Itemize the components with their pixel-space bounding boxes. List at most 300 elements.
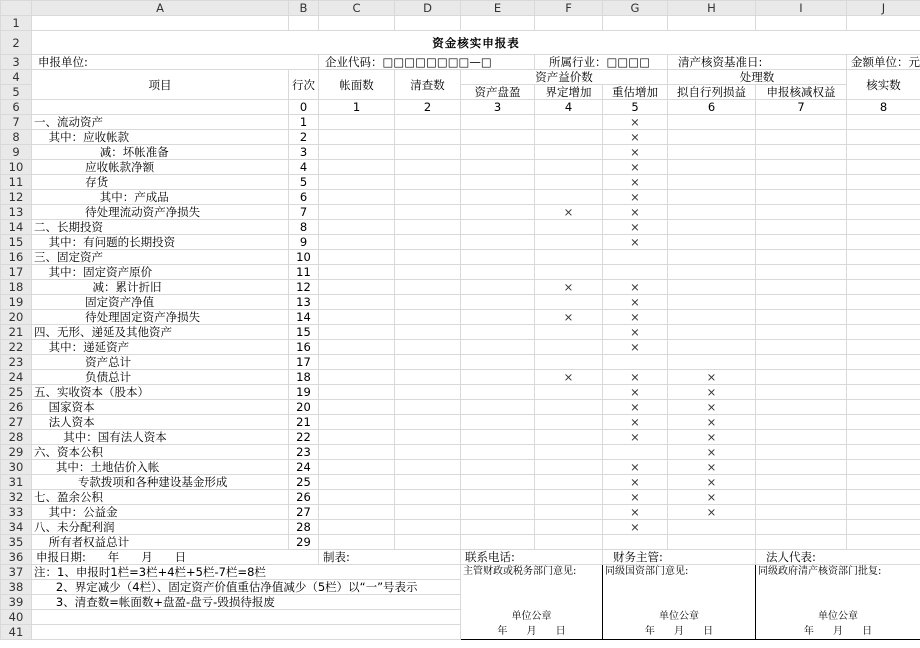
revalue-increase[interactable]: × bbox=[603, 205, 668, 220]
surplus-value[interactable] bbox=[461, 505, 535, 520]
define-increase[interactable] bbox=[535, 325, 603, 340]
book-value[interactable] bbox=[319, 235, 395, 250]
book-value[interactable] bbox=[319, 505, 395, 520]
verified-value[interactable] bbox=[847, 430, 920, 445]
seal-label: 单位公章 bbox=[603, 610, 756, 625]
define-increase[interactable] bbox=[535, 190, 603, 205]
check-value[interactable] bbox=[395, 535, 461, 550]
revalue-increase[interactable]: × bbox=[603, 325, 668, 340]
cell[interactable] bbox=[395, 16, 461, 31]
revalue-increase[interactable]: × bbox=[603, 115, 668, 130]
verified-value[interactable] bbox=[847, 400, 920, 415]
revalue-increase[interactable]: × bbox=[603, 475, 668, 490]
verified-value[interactable] bbox=[847, 385, 920, 400]
column-header-d[interactable]: D bbox=[395, 1, 461, 16]
column-header-h[interactable]: H bbox=[668, 1, 756, 16]
self-loss[interactable] bbox=[668, 205, 756, 220]
column-number: 2 bbox=[395, 100, 461, 115]
check-value[interactable] bbox=[395, 175, 461, 190]
book-value[interactable] bbox=[319, 130, 395, 145]
column-header-f[interactable]: F bbox=[535, 1, 603, 16]
revalue-increase[interactable]: × bbox=[603, 310, 668, 325]
surplus-value[interactable] bbox=[461, 475, 535, 490]
define-increase[interactable] bbox=[535, 415, 603, 430]
revalue-increase[interactable] bbox=[603, 355, 668, 370]
verified-value[interactable] bbox=[847, 295, 920, 310]
equity-deduction[interactable] bbox=[756, 265, 847, 280]
item-label: 其中：递延资产 bbox=[32, 340, 289, 355]
define-increase[interactable] bbox=[535, 460, 603, 475]
equity-deduction[interactable] bbox=[756, 505, 847, 520]
verified-value[interactable] bbox=[847, 370, 920, 385]
column-header-c[interactable]: C bbox=[319, 1, 395, 16]
check-value[interactable] bbox=[395, 370, 461, 385]
header-profit2: 界定增加 bbox=[535, 85, 603, 100]
surplus-value[interactable] bbox=[461, 400, 535, 415]
equity-deduction[interactable] bbox=[756, 295, 847, 310]
self-loss[interactable]: × bbox=[668, 400, 756, 415]
check-value[interactable] bbox=[395, 355, 461, 370]
row-header: 6 bbox=[1, 100, 32, 115]
surplus-value[interactable] bbox=[461, 205, 535, 220]
self-loss[interactable] bbox=[668, 265, 756, 280]
self-loss[interactable]: × bbox=[668, 475, 756, 490]
verified-value[interactable] bbox=[847, 325, 920, 340]
check-value[interactable] bbox=[395, 340, 461, 355]
define-increase[interactable] bbox=[535, 385, 603, 400]
book-value[interactable] bbox=[319, 340, 395, 355]
revalue-increase[interactable]: × bbox=[603, 190, 668, 205]
equity-deduction[interactable] bbox=[756, 460, 847, 475]
footer-date: 申报日期: 年 月 日 bbox=[32, 550, 319, 565]
item-label: 待处理固定资产净损失 bbox=[32, 310, 289, 325]
book-value[interactable] bbox=[319, 310, 395, 325]
check-value[interactable] bbox=[395, 115, 461, 130]
verified-value[interactable] bbox=[847, 205, 920, 220]
equity-deduction[interactable] bbox=[756, 145, 847, 160]
book-value[interactable] bbox=[319, 160, 395, 175]
check-value[interactable] bbox=[395, 520, 461, 535]
column-number: 0 bbox=[289, 100, 319, 115]
book-value[interactable] bbox=[319, 280, 395, 295]
row-number: 25 bbox=[289, 475, 319, 490]
check-value[interactable] bbox=[395, 145, 461, 160]
revalue-increase[interactable]: × bbox=[603, 490, 668, 505]
row-header: 18 bbox=[1, 280, 32, 295]
book-value[interactable] bbox=[319, 250, 395, 265]
surplus-value[interactable] bbox=[461, 130, 535, 145]
column-header-j[interactable]: J bbox=[847, 1, 920, 16]
equity-deduction[interactable] bbox=[756, 325, 847, 340]
check-value[interactable] bbox=[395, 385, 461, 400]
verified-value[interactable] bbox=[847, 280, 920, 295]
define-increase[interactable] bbox=[535, 520, 603, 535]
verified-value[interactable] bbox=[847, 475, 920, 490]
row-number: 21 bbox=[289, 415, 319, 430]
surplus-value[interactable] bbox=[461, 265, 535, 280]
self-loss[interactable] bbox=[668, 340, 756, 355]
footer-preparer: 制表: bbox=[319, 550, 461, 565]
cell[interactable] bbox=[535, 16, 603, 31]
surplus-value[interactable] bbox=[461, 145, 535, 160]
book-value[interactable] bbox=[319, 520, 395, 535]
revalue-increase[interactable] bbox=[603, 265, 668, 280]
revalue-increase[interactable] bbox=[603, 535, 668, 550]
verified-value[interactable] bbox=[847, 130, 920, 145]
surplus-value[interactable] bbox=[461, 175, 535, 190]
self-loss[interactable]: × bbox=[668, 490, 756, 505]
item-label: 减：累计折旧 bbox=[32, 280, 289, 295]
define-increase[interactable] bbox=[535, 265, 603, 280]
define-increase[interactable]: × bbox=[535, 310, 603, 325]
define-increase[interactable] bbox=[535, 130, 603, 145]
verified-value[interactable] bbox=[847, 310, 920, 325]
surplus-value[interactable] bbox=[461, 250, 535, 265]
column-header-i[interactable]: I bbox=[756, 1, 847, 16]
surplus-value[interactable] bbox=[461, 490, 535, 505]
verified-value[interactable] bbox=[847, 145, 920, 160]
row-header: 38 bbox=[1, 580, 32, 595]
check-value[interactable] bbox=[395, 295, 461, 310]
define-increase[interactable] bbox=[535, 505, 603, 520]
verified-value[interactable] bbox=[847, 460, 920, 475]
revalue-increase[interactable]: × bbox=[603, 280, 668, 295]
revalue-increase[interactable]: × bbox=[603, 130, 668, 145]
cell[interactable] bbox=[668, 16, 756, 31]
check-value[interactable] bbox=[395, 190, 461, 205]
book-value[interactable] bbox=[319, 490, 395, 505]
revalue-increase[interactable]: × bbox=[603, 385, 668, 400]
equity-deduction[interactable] bbox=[756, 355, 847, 370]
define-increase[interactable] bbox=[535, 535, 603, 550]
row-header: 30 bbox=[1, 460, 32, 475]
surplus-value[interactable] bbox=[461, 295, 535, 310]
surplus-value[interactable] bbox=[461, 535, 535, 550]
verified-value[interactable] bbox=[847, 190, 920, 205]
book-value[interactable] bbox=[319, 460, 395, 475]
surplus-value[interactable] bbox=[461, 190, 535, 205]
check-value[interactable] bbox=[395, 475, 461, 490]
header-handle2: 申报核减权益 bbox=[756, 85, 847, 100]
book-value[interactable] bbox=[319, 475, 395, 490]
select-all-corner[interactable] bbox=[1, 1, 32, 16]
column-header-b[interactable]: B bbox=[289, 1, 319, 16]
item-label: 资产总计 bbox=[32, 355, 289, 370]
item-label: 其中：公益金 bbox=[32, 505, 289, 520]
define-increase[interactable] bbox=[535, 235, 603, 250]
revalue-increase[interactable]: × bbox=[603, 460, 668, 475]
verified-value[interactable] bbox=[847, 340, 920, 355]
surplus-value[interactable] bbox=[461, 460, 535, 475]
cell[interactable] bbox=[32, 16, 289, 31]
book-value[interactable] bbox=[319, 220, 395, 235]
column-header-a[interactable]: A bbox=[32, 1, 289, 16]
equity-deduction[interactable] bbox=[756, 115, 847, 130]
define-increase[interactable] bbox=[535, 115, 603, 130]
check-value[interactable] bbox=[395, 400, 461, 415]
row-header: 22 bbox=[1, 340, 32, 355]
row-header: 19 bbox=[1, 295, 32, 310]
self-loss[interactable]: × bbox=[668, 430, 756, 445]
revalue-increase[interactable]: × bbox=[603, 160, 668, 175]
self-loss[interactable] bbox=[668, 310, 756, 325]
define-increase[interactable] bbox=[535, 175, 603, 190]
define-increase[interactable] bbox=[535, 490, 603, 505]
surplus-value[interactable] bbox=[461, 415, 535, 430]
define-increase[interactable] bbox=[535, 160, 603, 175]
column-number: 7 bbox=[756, 100, 847, 115]
define-increase[interactable] bbox=[535, 430, 603, 445]
cell[interactable] bbox=[603, 16, 668, 31]
self-loss[interactable] bbox=[668, 520, 756, 535]
cell[interactable] bbox=[461, 16, 535, 31]
self-loss[interactable] bbox=[668, 115, 756, 130]
self-loss[interactable] bbox=[668, 325, 756, 340]
verified-value[interactable] bbox=[847, 235, 920, 250]
column-header-g[interactable]: G bbox=[603, 1, 668, 16]
verified-value[interactable] bbox=[847, 355, 920, 370]
book-value[interactable] bbox=[319, 175, 395, 190]
verified-value[interactable] bbox=[847, 520, 920, 535]
verified-value[interactable] bbox=[847, 535, 920, 550]
surplus-value[interactable] bbox=[461, 520, 535, 535]
check-value[interactable] bbox=[395, 220, 461, 235]
self-loss[interactable] bbox=[668, 130, 756, 145]
item-label: 国家资本 bbox=[32, 400, 289, 415]
enterprise-code: 企业代码：□□□□□□□□—□ bbox=[319, 55, 535, 70]
surplus-value[interactable] bbox=[461, 370, 535, 385]
self-loss[interactable] bbox=[668, 280, 756, 295]
check-value[interactable] bbox=[395, 235, 461, 250]
equity-deduction[interactable] bbox=[756, 535, 847, 550]
book-value[interactable] bbox=[319, 115, 395, 130]
surplus-value[interactable] bbox=[461, 160, 535, 175]
book-value[interactable] bbox=[319, 205, 395, 220]
book-value[interactable] bbox=[319, 415, 395, 430]
self-loss[interactable] bbox=[668, 160, 756, 175]
book-value[interactable] bbox=[319, 535, 395, 550]
self-loss[interactable] bbox=[668, 190, 756, 205]
row-header: 39 bbox=[1, 595, 32, 610]
verified-value[interactable] bbox=[847, 250, 920, 265]
cell[interactable] bbox=[847, 16, 920, 31]
revalue-increase[interactable]: × bbox=[603, 340, 668, 355]
equity-deduction[interactable] bbox=[756, 160, 847, 175]
row-number: 11 bbox=[289, 265, 319, 280]
equity-deduction[interactable] bbox=[756, 400, 847, 415]
equity-deduction[interactable] bbox=[756, 520, 847, 535]
row-header: 16 bbox=[1, 250, 32, 265]
book-value[interactable] bbox=[319, 400, 395, 415]
check-value[interactable] bbox=[395, 160, 461, 175]
define-increase[interactable] bbox=[535, 145, 603, 160]
row-header: 7 bbox=[1, 115, 32, 130]
verified-value[interactable] bbox=[847, 115, 920, 130]
check-value[interactable] bbox=[395, 280, 461, 295]
self-loss[interactable]: × bbox=[668, 460, 756, 475]
define-increase[interactable]: × bbox=[535, 370, 603, 385]
define-increase[interactable]: × bbox=[535, 205, 603, 220]
row-header: 14 bbox=[1, 220, 32, 235]
self-loss[interactable] bbox=[668, 175, 756, 190]
check-value[interactable] bbox=[395, 445, 461, 460]
verified-value[interactable] bbox=[847, 160, 920, 175]
item-label: 专款拨项和各种建设基金形成 bbox=[32, 475, 289, 490]
define-increase[interactable] bbox=[535, 220, 603, 235]
self-loss[interactable] bbox=[668, 220, 756, 235]
self-loss[interactable] bbox=[668, 145, 756, 160]
equity-deduction[interactable] bbox=[756, 340, 847, 355]
header-profit3: 重估增加 bbox=[603, 85, 668, 100]
item-label: 所有者权益总计 bbox=[32, 535, 289, 550]
row-number: 29 bbox=[289, 535, 319, 550]
self-loss[interactable]: × bbox=[668, 370, 756, 385]
check-value[interactable] bbox=[395, 430, 461, 445]
define-increase[interactable] bbox=[535, 400, 603, 415]
equity-deduction[interactable] bbox=[756, 175, 847, 190]
row-header: 4 bbox=[1, 70, 32, 85]
book-value[interactable] bbox=[319, 190, 395, 205]
equity-deduction[interactable] bbox=[756, 130, 847, 145]
revalue-increase[interactable]: × bbox=[603, 220, 668, 235]
cell[interactable] bbox=[756, 16, 847, 31]
book-value[interactable] bbox=[319, 430, 395, 445]
equity-deduction[interactable] bbox=[756, 205, 847, 220]
item-label: 其中：土地估价入帐 bbox=[32, 460, 289, 475]
self-loss[interactable] bbox=[668, 250, 756, 265]
surplus-value[interactable] bbox=[461, 430, 535, 445]
row-number: 3 bbox=[289, 145, 319, 160]
surplus-value[interactable] bbox=[461, 355, 535, 370]
equity-deduction[interactable] bbox=[756, 190, 847, 205]
check-value[interactable] bbox=[395, 310, 461, 325]
self-loss[interactable]: × bbox=[668, 505, 756, 520]
revalue-increase[interactable] bbox=[603, 445, 668, 460]
equity-deduction[interactable] bbox=[756, 310, 847, 325]
self-loss[interactable] bbox=[668, 535, 756, 550]
define-increase[interactable] bbox=[535, 340, 603, 355]
self-loss[interactable] bbox=[668, 235, 756, 250]
item-label: 减：坏帐准备 bbox=[32, 145, 289, 160]
check-value[interactable] bbox=[395, 130, 461, 145]
revalue-increase[interactable]: × bbox=[603, 295, 668, 310]
column-header-e[interactable]: E bbox=[461, 1, 535, 16]
book-value[interactable] bbox=[319, 370, 395, 385]
self-loss[interactable] bbox=[668, 355, 756, 370]
surplus-value[interactable] bbox=[461, 445, 535, 460]
self-loss[interactable]: × bbox=[668, 385, 756, 400]
equity-deduction[interactable] bbox=[756, 430, 847, 445]
book-value[interactable] bbox=[319, 265, 395, 280]
book-value[interactable] bbox=[319, 385, 395, 400]
revalue-increase[interactable]: × bbox=[603, 415, 668, 430]
check-value[interactable] bbox=[395, 415, 461, 430]
equity-deduction[interactable] bbox=[756, 445, 847, 460]
surplus-value[interactable] bbox=[461, 325, 535, 340]
revalue-increase[interactable]: × bbox=[603, 505, 668, 520]
revalue-increase[interactable]: × bbox=[603, 235, 668, 250]
define-increase[interactable]: × bbox=[535, 280, 603, 295]
define-increase[interactable] bbox=[535, 250, 603, 265]
verified-value[interactable] bbox=[847, 220, 920, 235]
item-label: 四、无形、递延及其他资产 bbox=[32, 325, 289, 340]
approval-date: 年 月 日 bbox=[603, 625, 756, 640]
verified-value[interactable] bbox=[847, 490, 920, 505]
row-number: 18 bbox=[289, 370, 319, 385]
surplus-value[interactable] bbox=[461, 280, 535, 295]
verified-value[interactable] bbox=[847, 505, 920, 520]
equity-deduction[interactable] bbox=[756, 250, 847, 265]
revalue-increase[interactable]: × bbox=[603, 400, 668, 415]
define-increase[interactable] bbox=[535, 295, 603, 310]
revalue-increase[interactable]: × bbox=[603, 370, 668, 385]
verified-value[interactable] bbox=[847, 175, 920, 190]
verified-value[interactable] bbox=[847, 415, 920, 430]
define-increase[interactable] bbox=[535, 475, 603, 490]
surplus-value[interactable] bbox=[461, 385, 535, 400]
cell[interactable] bbox=[289, 16, 319, 31]
item-label: 其中：固定资产原价 bbox=[32, 265, 289, 280]
row-number: 5 bbox=[289, 175, 319, 190]
surplus-value[interactable] bbox=[461, 235, 535, 250]
check-value[interactable] bbox=[395, 460, 461, 475]
book-value[interactable] bbox=[319, 445, 395, 460]
row-number: 10 bbox=[289, 250, 319, 265]
self-loss[interactable]: × bbox=[668, 415, 756, 430]
self-loss[interactable] bbox=[668, 295, 756, 310]
check-value[interactable] bbox=[395, 250, 461, 265]
cell[interactable] bbox=[319, 16, 395, 31]
surplus-value[interactable] bbox=[461, 310, 535, 325]
revalue-increase[interactable]: × bbox=[603, 430, 668, 445]
book-value[interactable] bbox=[319, 295, 395, 310]
define-increase[interactable] bbox=[535, 445, 603, 460]
row-header: 36 bbox=[1, 550, 32, 565]
revalue-increase[interactable]: × bbox=[603, 520, 668, 535]
equity-deduction[interactable] bbox=[756, 220, 847, 235]
row-header: 24 bbox=[1, 370, 32, 385]
book-value[interactable] bbox=[319, 355, 395, 370]
check-value[interactable] bbox=[395, 325, 461, 340]
surplus-value[interactable] bbox=[461, 115, 535, 130]
revalue-increase[interactable]: × bbox=[603, 175, 668, 190]
check-value[interactable] bbox=[395, 505, 461, 520]
surplus-value[interactable] bbox=[461, 340, 535, 355]
approval-box-title: 同级国资部门意见: bbox=[603, 565, 756, 580]
equity-deduction[interactable] bbox=[756, 385, 847, 400]
verified-value[interactable] bbox=[847, 445, 920, 460]
revalue-increase[interactable] bbox=[603, 250, 668, 265]
self-loss[interactable]: × bbox=[668, 445, 756, 460]
define-increase[interactable] bbox=[535, 355, 603, 370]
check-value[interactable] bbox=[395, 205, 461, 220]
equity-deduction[interactable] bbox=[756, 235, 847, 250]
equity-deduction[interactable] bbox=[756, 490, 847, 505]
surplus-value[interactable] bbox=[461, 220, 535, 235]
verified-value[interactable] bbox=[847, 265, 920, 280]
check-value[interactable] bbox=[395, 490, 461, 505]
check-value[interactable] bbox=[395, 265, 461, 280]
equity-deduction[interactable] bbox=[756, 370, 847, 385]
book-value[interactable] bbox=[319, 145, 395, 160]
row-header: 41 bbox=[1, 625, 32, 640]
footnote: 3、清查数=帐面数+盘盈-盘亏-毁损待报废 bbox=[32, 595, 461, 610]
equity-deduction[interactable] bbox=[756, 280, 847, 295]
equity-deduction[interactable] bbox=[756, 415, 847, 430]
equity-deduction[interactable] bbox=[756, 475, 847, 490]
book-value[interactable] bbox=[319, 325, 395, 340]
revalue-increase[interactable]: × bbox=[603, 145, 668, 160]
